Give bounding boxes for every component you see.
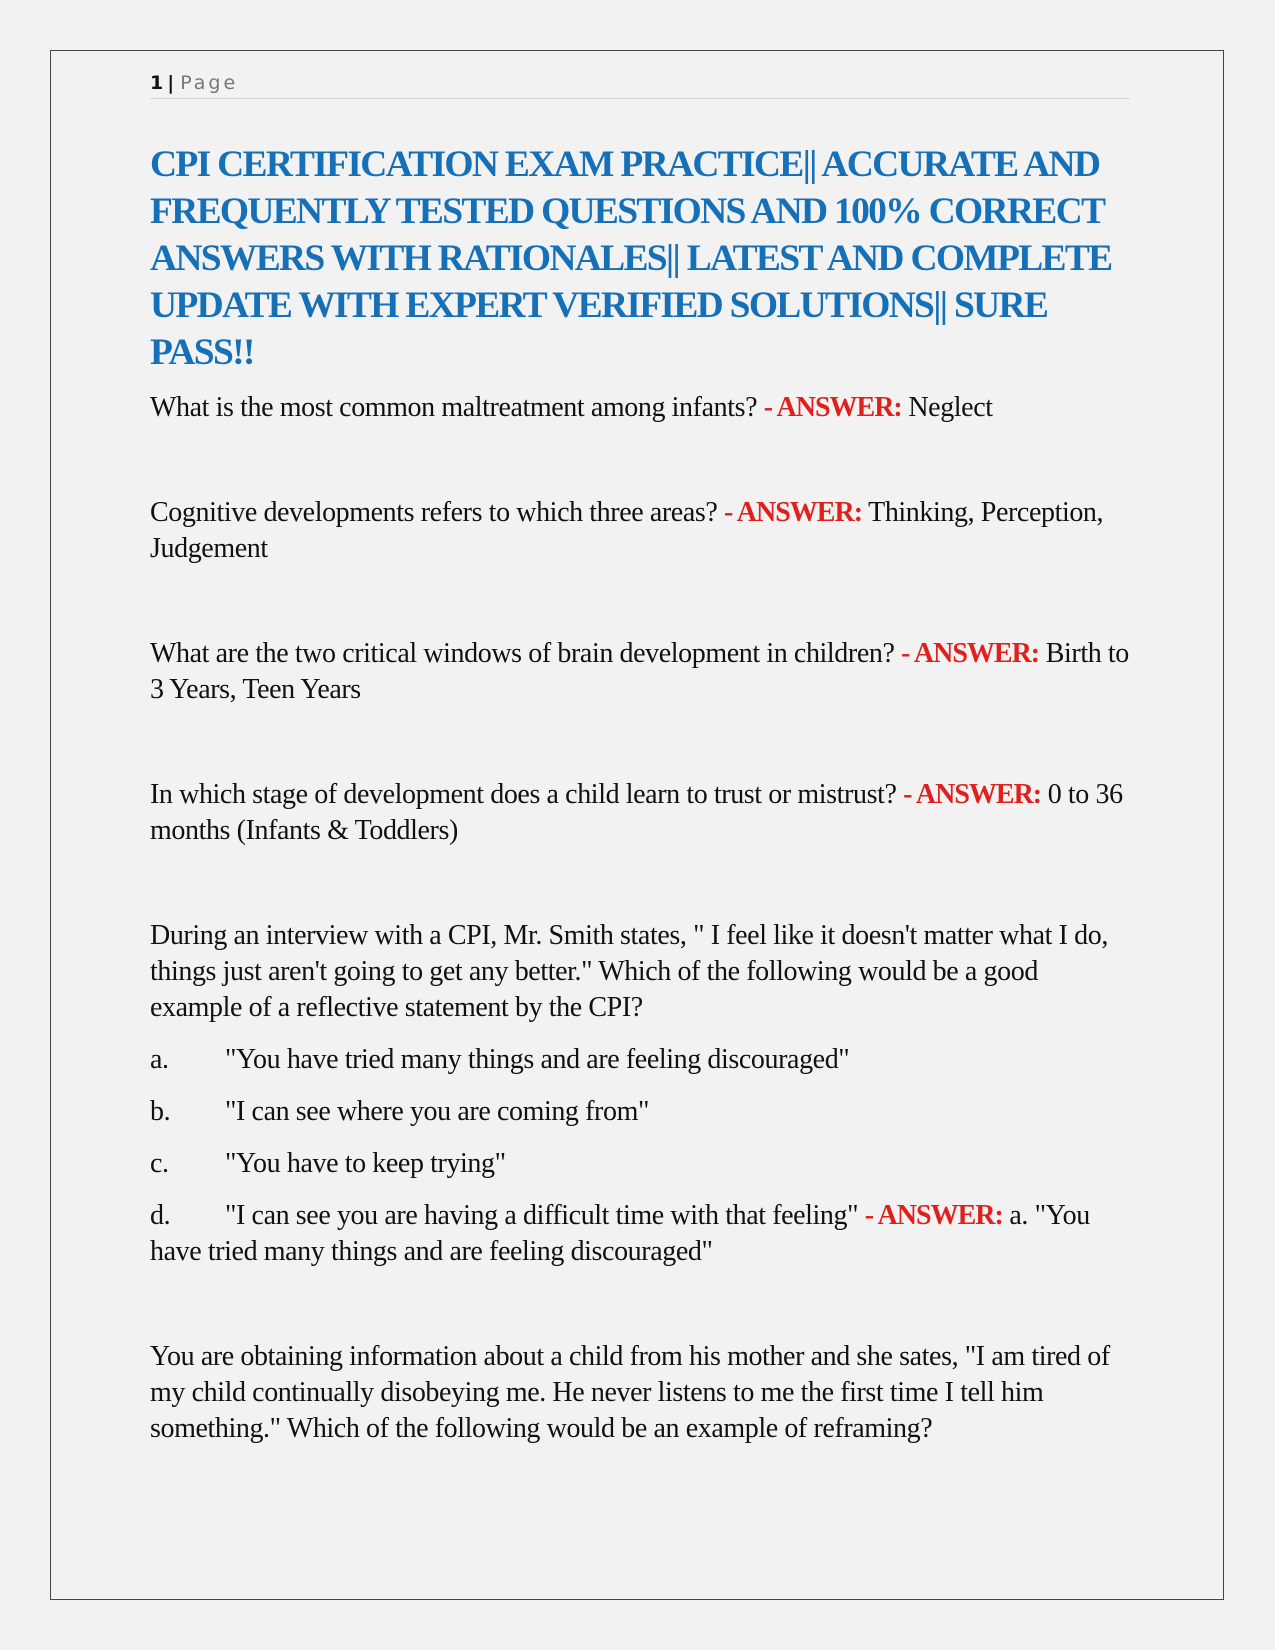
answer-label: - ANSWER: xyxy=(864,1200,1003,1231)
option-text: "I can see you are having a difficult time with that feeling" xyxy=(225,1200,859,1231)
page-number: 1 xyxy=(150,72,164,94)
qa-item-3 xyxy=(150,636,1130,708)
answer-label: - ANSWER: xyxy=(763,392,902,423)
qa-item-6 xyxy=(150,1339,1130,1447)
option-letter: a. xyxy=(150,1044,169,1075)
page-label: Page xyxy=(180,72,239,94)
option-b xyxy=(150,1094,1130,1130)
question-text: During an interview with a CPI, Mr. Smith states, " I feel like it doesn't matter what I do, things just aren't going to get any better." Which of the following would be a good example of a reflective statement by the CPI? xyxy=(150,920,1108,1023)
answer-text: a. "You have tried many things and are feeling discouraged" xyxy=(150,1200,1090,1267)
option-d xyxy=(150,1198,1130,1270)
option-a xyxy=(150,1042,1130,1078)
question-text: You are obtaining information about a child from his mother and she sates, "I am tired of my child continually disobeying me. He never listens to me the first time I tell him something." Which of the following would be an example of reframing? xyxy=(150,1341,1110,1444)
document-page xyxy=(150,72,1130,1447)
document-title: CPI CERTIFICATION EXAM PRACTICE|| ACCURATE AND FREQUENTLY TESTED QUESTIONS AND 100% CORRECT ANSWERS WITH RATIONALES|| LATEST AND COMPLETE UPDATE WITH EXPERT VERIFIED SOLUTIONS|| SURE PASS!! xyxy=(150,144,1112,373)
option-c xyxy=(150,1146,1130,1182)
answer-label: - ANSWER: xyxy=(724,497,863,528)
answer-text: Thinking, Perception, Judgement xyxy=(150,497,1104,564)
answer-label: - ANSWER: xyxy=(901,638,1040,669)
option-letter: d. xyxy=(150,1200,171,1231)
question-text: What is the most common maltreatment among infants? xyxy=(150,392,758,423)
answer-text: Birth to 3 Years, Teen Years xyxy=(150,638,1129,705)
option-text: "You have to keep trying" xyxy=(225,1148,506,1179)
page-header xyxy=(150,72,1130,99)
answer-label: - ANSWER: xyxy=(903,779,1042,810)
qa-item-4 xyxy=(150,777,1130,849)
question-text: In which stage of development does a child learn to trust or mistrust? xyxy=(150,779,897,810)
option-letter: c. xyxy=(150,1148,169,1179)
answer-text: 0 to 36 months (Infants & Toddlers) xyxy=(150,779,1123,846)
question-text: What are the two critical windows of brain development in children? xyxy=(150,638,895,669)
page-separator: | xyxy=(167,72,175,94)
qa-item-5 xyxy=(150,918,1130,1270)
option-letter: b. xyxy=(150,1096,171,1127)
qa-item-1 xyxy=(150,390,1130,426)
answer-text: Neglect xyxy=(908,392,993,423)
option-text: "I can see where you are coming from" xyxy=(225,1096,649,1127)
qa-item-2 xyxy=(150,495,1130,567)
question-text: Cognitive developments refers to which three areas? xyxy=(150,497,718,528)
option-text: "You have tried many things and are feeling discouraged" xyxy=(225,1044,850,1075)
